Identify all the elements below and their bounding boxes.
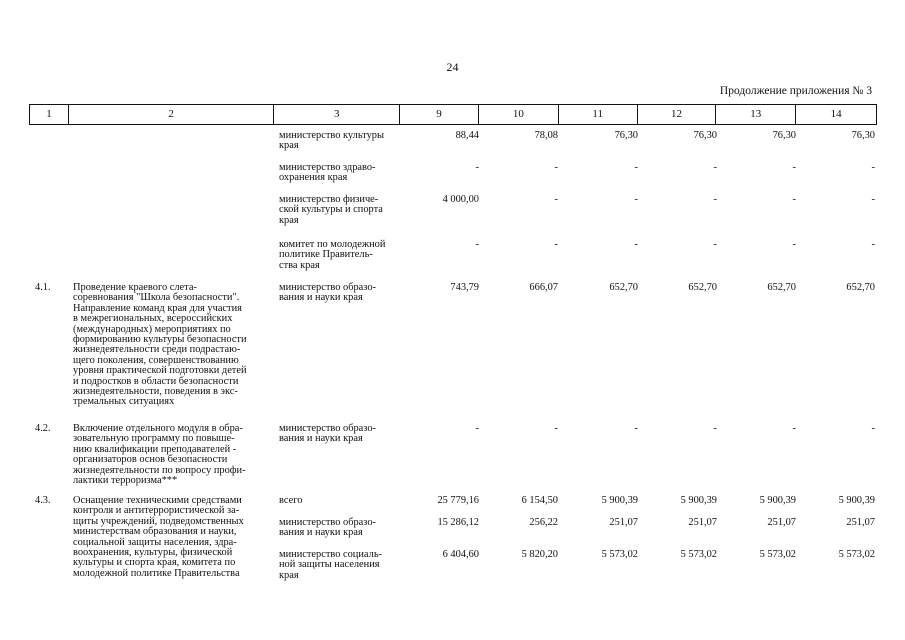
- measure-name-line: организаторов основ безопасности: [73, 454, 228, 466]
- value-cell: 251,07: [609, 517, 638, 528]
- header-cell: 11: [559, 105, 638, 124]
- executor-name-line: края: [279, 214, 299, 226]
- row-number: 4.1.: [35, 282, 51, 293]
- value-cell: 5 573,02: [838, 549, 875, 560]
- value-cell: -: [475, 239, 479, 250]
- measure-name-line: формированию культуры безопасности: [73, 334, 247, 346]
- continuation-label: Продолжение приложения № 3: [719, 85, 872, 97]
- value-cell: 76,30: [772, 130, 796, 141]
- value-cell: 5 573,02: [759, 549, 796, 560]
- executor-name-line: министерство культуры: [279, 130, 384, 141]
- value-cell: 25 779,16: [437, 495, 479, 506]
- measure-name: [73, 424, 246, 486]
- executor-name-line: министерство образо-: [279, 282, 376, 293]
- value-cell: 4 000,00: [442, 194, 479, 205]
- value-cell: -: [792, 162, 796, 173]
- measure-name-line: воохранения, культуры, физической: [73, 547, 233, 559]
- value-cell: -: [871, 423, 875, 434]
- measure-name-line: зовательную программу по повыше-: [73, 433, 235, 445]
- value-cell: -: [554, 162, 558, 173]
- row-number: 4.3.: [35, 495, 51, 506]
- value-cell: -: [871, 194, 875, 205]
- measure-name-line: уровня практической подготовки детей: [73, 365, 247, 377]
- executor-name: [279, 518, 376, 539]
- header-cell: 2: [69, 105, 275, 124]
- executor-name: [279, 283, 376, 304]
- executor-name-line: ской культуры и спорта: [279, 204, 383, 216]
- value-cell: -: [554, 239, 558, 250]
- executor-name-line: края: [279, 569, 299, 581]
- executor-name-line: комитет по молодежной: [279, 239, 386, 250]
- executor-name-line: вания и науки края: [279, 527, 363, 539]
- value-cell: 666,07: [529, 282, 558, 293]
- executor-name: [279, 163, 376, 184]
- value-cell: 5 900,39: [838, 495, 875, 506]
- measure-name-line: культуры и спорта края, комитета по: [73, 557, 236, 569]
- measure-name-line: Оснащение техническими средствами: [73, 495, 242, 506]
- executor-name-line: ства края: [279, 259, 320, 271]
- executor-name-line: вания и науки края: [279, 292, 363, 304]
- value-cell: -: [713, 194, 717, 205]
- value-cell: -: [554, 423, 558, 434]
- value-cell: 5 900,39: [680, 495, 717, 506]
- measure-name-line: министерствам образования и науки,: [73, 526, 237, 538]
- executor-name: [279, 240, 385, 271]
- measure-name-line: Направление команд края для участия: [73, 302, 242, 314]
- header-cell: 3: [274, 105, 400, 124]
- value-cell: -: [634, 194, 638, 205]
- executor-name-line: всего: [279, 495, 303, 506]
- measure-name-line: тремальных ситуациях: [73, 396, 175, 408]
- measure-name-line: жизнедеятельности по вопросу профи-: [73, 464, 246, 476]
- measure-name-line: нию квалификации преподавателей -: [73, 443, 237, 455]
- value-cell: 251,07: [688, 517, 717, 528]
- value-cell: 5 900,39: [601, 495, 638, 506]
- executor-name-line: министерство образо-: [279, 423, 376, 434]
- value-cell: 652,70: [846, 282, 875, 293]
- table-header-row: [29, 104, 877, 125]
- value-cell: 5 820,20: [521, 549, 558, 560]
- measure-name-line: щего поколения, совершенствованию: [73, 354, 239, 366]
- value-cell: 76,30: [614, 130, 638, 141]
- value-cell: -: [792, 423, 796, 434]
- measure-name-line: соревнования "Школа безопасности".: [73, 292, 240, 304]
- executor-name-line: вания и науки края: [279, 433, 363, 445]
- measure-name-line: жизнедеятельности среди подрастаю-: [73, 344, 241, 356]
- value-cell: -: [713, 162, 717, 173]
- executor-name-line: края: [279, 140, 299, 152]
- header-cell: 10: [479, 105, 559, 124]
- value-cell: 652,70: [609, 282, 638, 293]
- value-cell: 5 573,02: [601, 549, 638, 560]
- value-cell: -: [792, 194, 796, 205]
- header-cell: 14: [830, 108, 842, 120]
- value-cell: -: [634, 423, 638, 434]
- value-cell: 652,70: [688, 282, 717, 293]
- value-cell: 76,30: [693, 130, 717, 141]
- header-cell: 1: [30, 105, 69, 124]
- executor-name-line: ной защиты населения: [279, 559, 380, 571]
- executor-name: [279, 424, 376, 445]
- measure-name-line: и подростков в области безопасности: [73, 375, 239, 387]
- measure-name-line: контроля и антитеррористической за-: [73, 505, 240, 517]
- value-cell: -: [871, 239, 875, 250]
- header-cell: 9: [400, 105, 479, 124]
- value-cell: 5 900,39: [759, 495, 796, 506]
- measure-name-line: (международных) мероприятиях по: [73, 323, 231, 335]
- header-cell: 12: [638, 105, 717, 124]
- measure-name-line: Проведение краевого слета-: [73, 282, 197, 293]
- value-cell: -: [475, 423, 479, 434]
- header-cell: 13: [716, 105, 796, 124]
- value-cell: 78,08: [534, 130, 558, 141]
- measure-name-line: щиты учреждений, подведомственных: [73, 515, 244, 527]
- value-cell: 76,30: [851, 130, 875, 141]
- measure-name: [73, 283, 247, 408]
- executor-name: [279, 496, 302, 506]
- value-cell: 5 573,02: [680, 549, 717, 560]
- executor-name: [279, 131, 384, 152]
- value-cell: 88,44: [455, 130, 479, 141]
- value-cell: 251,07: [767, 517, 796, 528]
- measure-name-line: молодежной политике Правительства: [73, 567, 240, 579]
- executor-name-line: политике Правитель-: [279, 249, 373, 261]
- measure-name-line: в межрегиональных, всероссийских: [73, 313, 233, 325]
- row-number: 4.2.: [35, 423, 51, 434]
- page-number: 24: [446, 60, 459, 74]
- value-cell: -: [713, 239, 717, 250]
- measure-name-line: лактики терроризма***: [73, 475, 178, 487]
- value-cell: -: [871, 162, 875, 173]
- executor-name-line: министерство образо-: [279, 517, 376, 528]
- value-cell: -: [792, 239, 796, 250]
- value-cell: -: [713, 423, 717, 434]
- executor-name: [279, 550, 382, 581]
- value-cell: 251,07: [846, 517, 875, 528]
- executor-name-line: министерство социаль-: [279, 549, 383, 560]
- value-cell: 6 404,60: [442, 549, 479, 560]
- executor-name: [279, 195, 383, 226]
- executor-name-line: министерство физиче-: [279, 194, 379, 205]
- measure-name: [73, 496, 244, 579]
- value-cell: 256,22: [529, 517, 558, 528]
- measure-name-line: социальной защиты населения, здра-: [73, 536, 237, 548]
- value-cell: -: [634, 239, 638, 250]
- executor-name-line: охранения края: [279, 172, 348, 184]
- measure-name-line: Включение отдельного модуля в обра-: [73, 423, 243, 434]
- value-cell: -: [475, 162, 479, 173]
- measure-name-line: жизнедеятельности, поведения в экс-: [73, 386, 238, 398]
- value-cell: 652,70: [767, 282, 796, 293]
- value-cell: 6 154,50: [521, 495, 558, 506]
- value-cell: 743,79: [450, 282, 479, 293]
- executor-name-line: министерство здраво-: [279, 162, 376, 173]
- value-cell: -: [554, 194, 558, 205]
- value-cell: -: [634, 162, 638, 173]
- value-cell: 15 286,12: [437, 517, 479, 528]
